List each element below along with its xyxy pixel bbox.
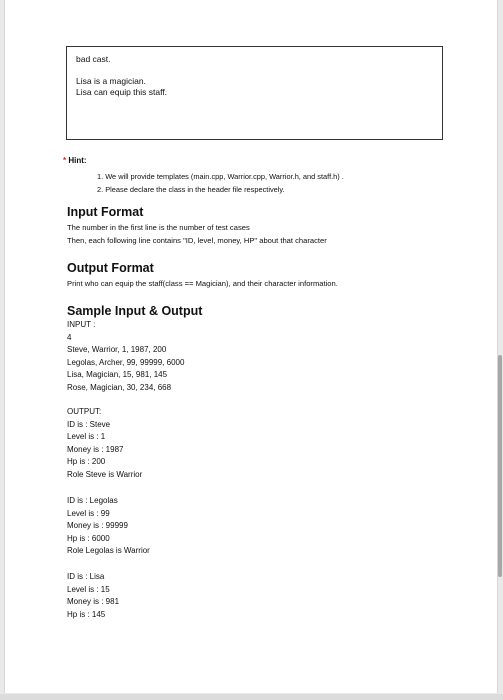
text-line: Then, each following line contains "ID, level, money, HP" about that character <box>67 235 327 245</box>
vertical-scrollbar[interactable] <box>498 355 502 577</box>
sample-line: Level is : 1 <box>67 432 106 442</box>
sample-line: Money is : 1987 <box>67 444 124 454</box>
output-format-text: Print who can equip the staff(class == Magician), and their character information. <box>67 279 338 288</box>
sample-line: Money is : 99999 <box>67 521 128 531</box>
sample-line: ID is : Lisa <box>67 572 105 581</box>
sample-line: Legolas, Archer, 99, 99999, 6000 <box>67 357 185 367</box>
sample-output-box <box>66 46 443 140</box>
output-line: Lisa is a magician. <box>76 76 146 86</box>
hint-title: Hint: <box>68 156 87 165</box>
sample-output-block-2 <box>67 495 150 558</box>
sample-line: Level is : 15 <box>67 584 110 594</box>
sample-line: Role Legolas is Warrior <box>67 546 150 556</box>
sample-heading: Sample Input & Output <box>67 304 203 318</box>
hint-label <box>63 156 87 165</box>
hint-list <box>97 170 344 196</box>
sample-line: Steve, Warrior, 1, 1987, 200 <box>67 345 167 355</box>
asterisk-icon: * <box>63 156 67 165</box>
document-page <box>4 0 498 693</box>
sample-line: Hp is : 200 <box>67 457 106 467</box>
input-format-heading: Input Format <box>67 205 144 219</box>
sample-output-block-3 <box>67 571 119 621</box>
sample-input-block <box>67 319 184 395</box>
sample-line: Money is : 981 <box>67 597 120 607</box>
sample-line: 4 <box>67 332 72 342</box>
sample-line: INPUT : <box>67 320 96 329</box>
hint-item: 2. Please declare the class in the header file respectively. <box>97 185 285 194</box>
output-format-heading: Output Format <box>67 261 154 275</box>
text-line: The number in the first line is the number of test cases <box>67 223 250 232</box>
sample-line: Rose, Magician, 30, 234, 668 <box>67 382 172 392</box>
sample-line: Role Steve is Warrior <box>67 469 143 479</box>
sample-output-block-1 <box>67 406 142 482</box>
sample-line: ID is : Legolas <box>67 496 118 505</box>
bottom-edge <box>0 694 503 700</box>
hint-item: 1. We will provide templates (main.cpp, Warrior.cpp, Warrior.h, and staff.h) . <box>97 172 344 181</box>
output-line: Lisa can equip this staff. <box>76 87 168 97</box>
sample-line: Hp is : 6000 <box>67 533 110 543</box>
sample-line: OUTPUT: <box>67 407 102 416</box>
output-line: bad cast. <box>76 54 111 64</box>
sample-line: Hp is : 145 <box>67 609 106 619</box>
sample-line: Level is : 99 <box>67 508 110 518</box>
sample-line: ID is : Steve <box>67 419 111 429</box>
sample-line: Lisa, Magician, 15, 981, 145 <box>67 370 168 380</box>
input-format-text <box>67 222 327 247</box>
